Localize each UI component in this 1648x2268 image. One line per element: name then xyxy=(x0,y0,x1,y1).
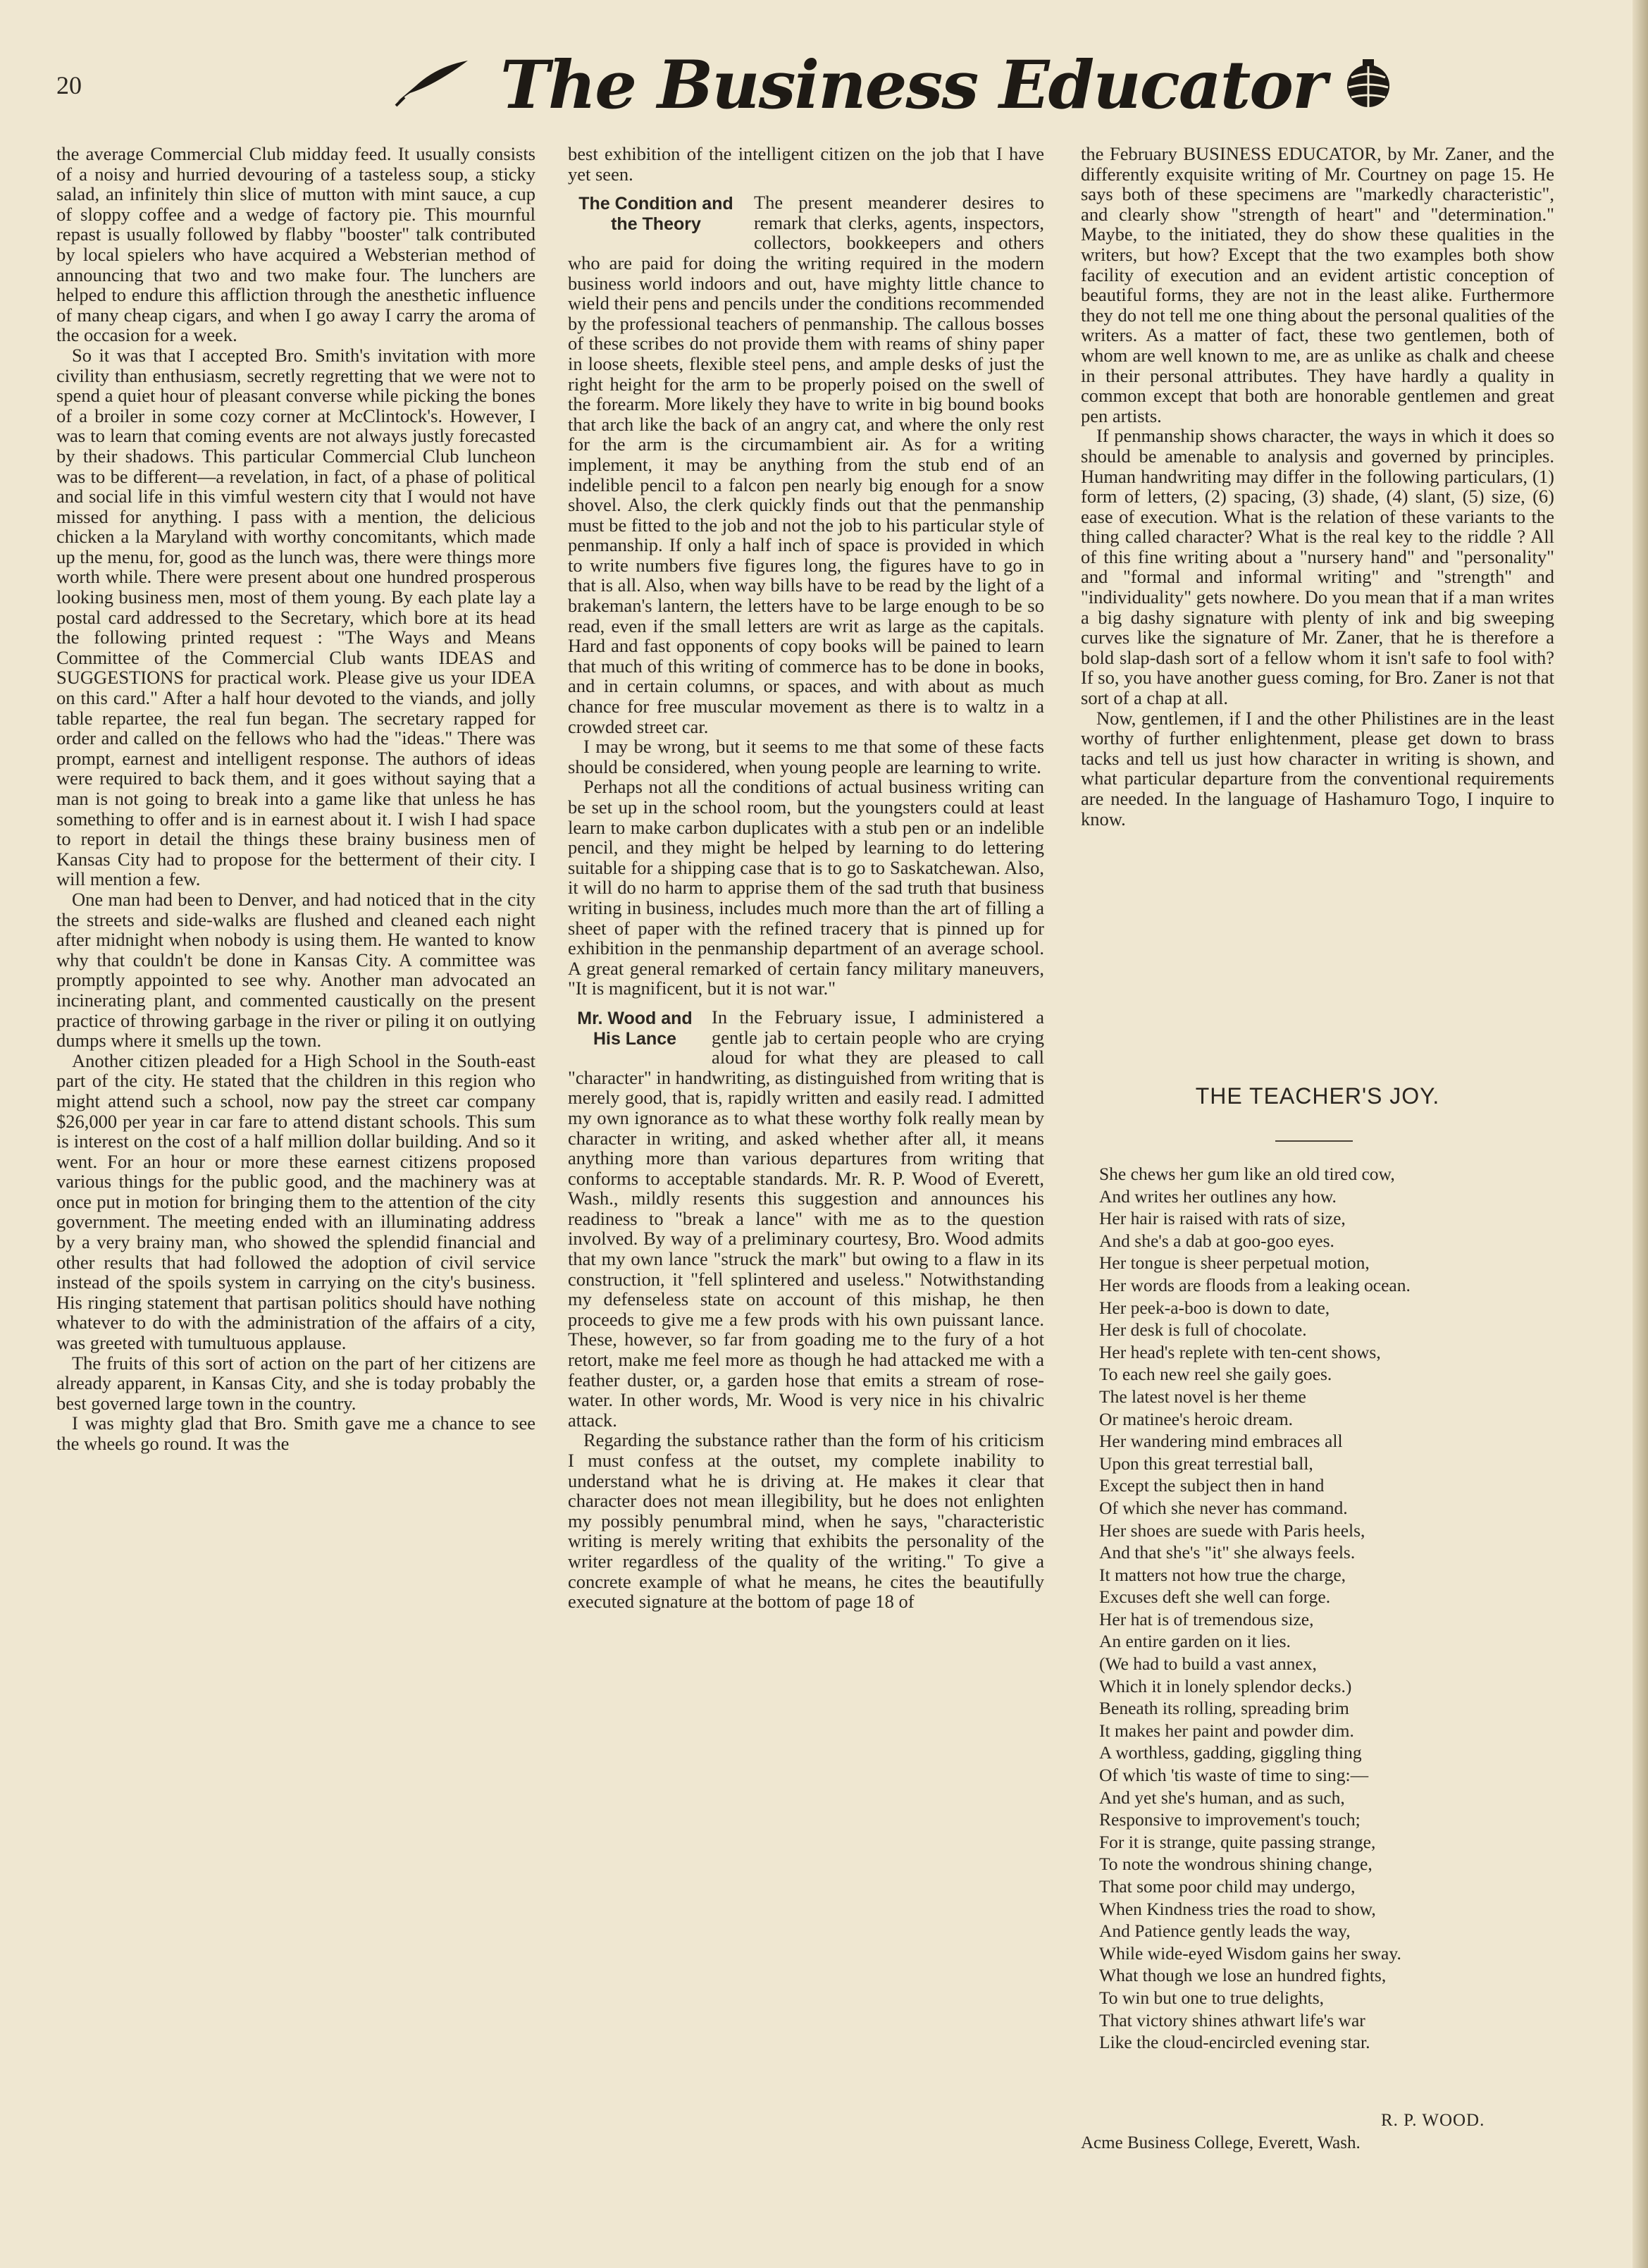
paragraph: In the February issue, I administered a gentle jab to certain people who are crying aloud for what they are pleased to call "character" in handwriting, as distinguished from writing that is merely good, that is, rapidly written and easily read. I admitted my own ignorance as to what these worthy folk really mean by character in writing, and asked whether after all, it means anything more than various departures from writing that conforms to acceptable standards. Mr. R. P. Wood of Everett, Wash., mildly resents this suggestion and announces his readiness to "break a lance" with me as to the question involved. By way of a preliminary courtesy, Bro. Wood admits that my own lance "struck the mark" but owing to a flaw in its construction, it "fell splintered and useless." Notwithstanding my defenseless state on account of this mishap, he then proceeds to give me a few prods with his own puissant lance. These, however, so far from goading me to the fury of a hot retort, make me feel more as though he had attacked me with a feather duster, or, a garden hose that emits a stream of rose-water. In other words, Mr. Wood is very nice in his chivalric attack. xyxy=(568,1006,1044,1431)
poem-line: The latest novel is her theme xyxy=(1099,1386,1306,1407)
poem-line: Responsive to improvement's touch; xyxy=(1099,1809,1361,1830)
poem-line: A worthless, gadding, giggling thing xyxy=(1099,1742,1362,1763)
paragraph: I was mighty glad that Bro. Smith gave me a chance to see the wheels go round. It was the xyxy=(56,1412,535,1454)
poem-line: Her hair is raised with rats of size, xyxy=(1099,1208,1346,1229)
poem-line: Her head's replete with ten-cent shows, xyxy=(1099,1341,1381,1362)
divider xyxy=(1275,1140,1353,1142)
poem-line: (We had to build a vast annex, xyxy=(1099,1653,1317,1675)
page-edge xyxy=(1632,0,1648,2268)
poem-line: It makes her paint and powder dim. xyxy=(1099,1720,1354,1741)
poem-line: Upon this great terrestial ball, xyxy=(1099,1453,1313,1474)
poem-line: An entire garden on it lies. xyxy=(1099,1631,1291,1652)
masthead-title: The Business Educator xyxy=(500,47,1326,124)
poem-line: She chews her gum like an old tired cow, xyxy=(1099,1164,1395,1184)
paragraph: the average Commercial Club midday feed. It usually consists of a noisy and hurried devouring of a tasteless soup, a sticky salad, an infinitely thin slice of mutton with mint sauce, a cup of sloppy coffee and a wedge of factory pie. This mournful repast is usually followed by flabby "booster" talk contributed by local spielers who have acquired a Websterian method of announcing that two and two make four. The lunchers are helped to endure this affliction through the anesthetic influence of many cheap cigars, and when I go away I carry the aroma of the occasion for a week. xyxy=(56,143,535,346)
poem-line: And she's a dab at goo-goo eyes. xyxy=(1099,1230,1334,1251)
side-heading: The Condition and the Theory xyxy=(578,194,733,235)
poem-line: And Patience gently leads the way, xyxy=(1099,1921,1351,1942)
paragraph: One man had been to Denver, and had noticed that in the city the streets and side-walks are flushed and cleaned each night after midnight when nobody is using them. He wanted to know why that couldn't be done in Kansas City. A committee was promptly appointed to see why. Another man advocated an incinerating plant, and commented caustically on the present practice of throwing garbage in the river or piling it on outlying dumps where it smells up the town. xyxy=(56,888,535,1052)
paragraph: If penmanship shows character, the ways in which it does so should be amenable to analysis and governed by principles. Human handwriting may differ in the following particulars, (1) form of letters, (2) spacing, (3) shade, (4) slant, (5) size, (6) ease of execution. What is the relation of these variants to the thing called character? What is the real key to the riddle ? All of this fine writing about a "nursery hand" and "personality" and "formal and informal writing" and "strength" and "individuality" gets nowhere. Do you mean that if a man writes a big dashy signature with plenty of ink and big sweeping curves like the signature of Mr. Zaner, that he is therefore a bold slap-dash sort of a fellow whom it isn't safe to fool with? If so, you have another guess coming, for Bro. Zaner is not that sort of a chap at all. xyxy=(1081,425,1554,709)
poem-line: Her hat is of tremendous size, xyxy=(1099,1608,1314,1629)
column-3 xyxy=(1081,144,1554,829)
poem-line: Her desk is full of chocolate. xyxy=(1099,1319,1307,1341)
paragraph: Another citizen pleaded for a High School in the South-east part of the city. He stated that the children in this region who might attend such a school, now pay the street car company $26,000 per year in car fare to attend distant schools. This sum is interest on the cost of a half million dollar building. And so it went. For an hour or more these earnest citizens proposed various things for the public good, and the machinery was at once put in motion for bringing them to the attention of the city government. The meeting ended with an illuminating address by a very brainy man, who showed the splendid financial and other results that had followed the adoption of civil service instead of the spoils system in carrying on the city's business. His ringing statement that partisan politics should have nothing whatever to do with the administration of the affairs of a city, was greeted with tumultuous applause. xyxy=(56,1049,535,1354)
poem-line: What though we lose an hundred fights, xyxy=(1099,1965,1387,1986)
poem-line: Like the cloud-encircled evening star. xyxy=(1099,2032,1370,2053)
column-1 xyxy=(56,144,535,1454)
poem-line: And that she's "it" she always feels. xyxy=(1099,1542,1356,1563)
column-2 xyxy=(568,144,1044,1612)
quill-pen-icon xyxy=(395,58,472,107)
poem-author: R. P. WOOD. xyxy=(1381,2111,1485,2130)
paragraph: So it was that I accepted Bro. Smith's invitation with more civility than enthusiasm, secretly regretting that we were not to spend a quiet hour of pleasant converse while picking the bones of a broiler in some cozy corner at McClintock's. However, I was to learn that coming events are not always justly forecasted by their shadows. This particular Commercial Club luncheon was to be different—a revelation, in fact, of a phase of political and social life in this vimful western city that I would not have missed for anything. I pass with a mention, the delicious chicken a la Maryland with worthy concomitants, which made up the menu, for, good as the lunch was, there were things more worth while. There were present about one hundred prosperous looking business men, most of them young. By each plate lay a postal card addressed to the Secretary, which bore at its head the following printed request : "The Ways and Means Committee of the Commercial Club wants IDEAS and SUGGESTIONS for practical work. Please give us your IDEA on this card." After a half hour devoted to the viands, and jolly table repartee, the real fun began. The secretary rapped for order and called on the fellows who had the "ideas." There was prompt, earnest and intelligent response. The authors of ideas were required to back them, and it goes without saying that a man is not going to break into a game like that unless he has something to offer and is in earnest about it. I wish I had space to report in detail the things these brainy business men of Kansas City had to propose for the betterment of their city. I will mention a few. xyxy=(56,344,535,890)
paragraph: I may be wrong, but it seems to me that some of these facts should be considered, when young people are learning to write. xyxy=(568,736,1044,777)
paragraph: the February BUSINESS EDUCATOR, by Mr. Zaner, and the differently exquisite writing of Mr. Courtney on page 15. He says both of these specimens are "markedly characteristic", and clearly show "strength of heart" and "determination." Maybe, to the initiated, they do show these qualities in the writers, but how? Except that the two examples both show facility of execution and an evident artistic conception of beautiful forms, they are not in the least alike. Furthermore they do not tell me one thing about the personal qualities of the writers. As a matter of fact, these two gentlemen, both of whom are well known to me, are as unlike as chalk and cheese in their personal attributes. They have hardly a quality in common except that both are honorable gentlemen and great pen artists. xyxy=(1081,143,1554,426)
poem-line: Her peek-a-boo is down to date, xyxy=(1099,1297,1330,1318)
poem-title: THE TEACHER'S JOY. xyxy=(1195,1083,1440,1109)
masthead xyxy=(395,44,1395,124)
paragraph: Perhaps not all the conditions of actual business writing can be set up in the school room, but the youngsters could at least learn to make carbon duplicates with a stub pen or an indelible pencil, and they might be helped by learning to do lettering suitable for a shipping case that is to go to Saskatchewan. Also, it will do no harm to apprise them of the sad truth that business writing in business, includes much more than the art of filling a sheet of paper with the refined tracery that is pinned up for exhibition in the penmanship department of an average school. A great general remarked of certain fancy military maneuvers, "It is magnificent, but it is not war." xyxy=(568,776,1044,999)
poem-line: And yet she's human, and as such, xyxy=(1099,1787,1345,1808)
poem-line: Her words are floods from a leaking ocean. xyxy=(1099,1274,1411,1295)
poem-line: And writes her outlines any how. xyxy=(1099,1185,1337,1207)
poem-line: Which it in lonely splendor decks.) xyxy=(1099,1675,1352,1696)
poem-line: Of which 'tis waste of time to sing:— xyxy=(1099,1765,1369,1786)
globe-emblem-icon xyxy=(1342,56,1395,113)
poem-line: That some poor child may undergo, xyxy=(1099,1876,1356,1897)
poem-line: That victory shines athwart life's war xyxy=(1099,2009,1365,2030)
poem-line: Or matinee's heroic dream. xyxy=(1099,1408,1294,1429)
poem-line: While wide-eyed Wisdom gains her sway. xyxy=(1099,1942,1401,1964)
side-heading: Mr. Wood and His Lance xyxy=(577,1008,693,1049)
page-number: 20 xyxy=(56,71,82,99)
paragraph: Now, gentlemen, if I and the other Philistines are in the least worthy of further enlightenment, please get down to brass tacks and tell us just how character in writing is shown, and what particular departure from the conventional requirements are needed. In the language of Hashamuro Togo, I inquire to know. xyxy=(1081,707,1554,830)
poem-line: Excuses deft she well can forge. xyxy=(1099,1586,1331,1608)
poem-line: To win but one to true delights, xyxy=(1099,1987,1325,2008)
paragraph: The present meanderer desires to remark that clerks, agents, inspectors, collectors, bookkeepers and others who are paid for doing the writing required in the modern business world indoors and out, have mighty little chance to wield their pens and pencils under the conditions recommended by the professional teachers of penmanship. The callous bosses of these scribes do not provide them with reams of shiny paper in loose sheets, flexible steel pens, and ample desks of just the right height for the arm to be properly poised on the swell of the forearm. More likely they have to write in big bound books that arch like the back of an angry cat, and where the only rest for the arm is the circumambient air. As for a writing implement, it may be anything from the stub end of an indelible pencil to a falcon pen nearly big enough for a snow shovel. Also, the clerk quickly finds out that the penmanship must be fitted to the job and not the job to his particular style of penmanship. If only a half inch of space is provided in which to write numbers five figures long, the figures have to go in that is all. Also, when way bills have to be read by the light of a brakeman's lantern, the letters have to be large enough to be so read, even if the small letters are writ as large as the capitals. Hard and fast opponents of copy books will be pained to learn that much of this writing of commerce has to be done in books, and in certain columns, or spaces, and with about as much chance for free muscular movement as there is to waltz in a crowded street car. xyxy=(568,192,1044,737)
poem-line: For it is strange, quite passing strange, xyxy=(1099,1831,1376,1852)
paragraph: best exhibition of the intelligent citizen on the job that I have yet seen. xyxy=(568,143,1044,185)
poem-line: Her wandering mind embraces all xyxy=(1099,1431,1343,1452)
poem-line: To each new reel she gaily goes. xyxy=(1099,1364,1332,1385)
paragraph: Regarding the substance rather than the form of his criticism I must confess at the outset, my complete inability to understand what he is driving at. He makes it clear that character does not mean illegibility, but he does not enlighten my possibly penumbral mind, when he says, "characteristic writing is merely writing that exhibits the personality of the writer regardless of the quality of the writing." To give a concrete example of what he means, he cites the beautifully executed signature at the bottom of page 18 of xyxy=(568,1429,1044,1613)
poem-line: Beneath its rolling, spreading brim xyxy=(1099,1698,1349,1719)
poem-line: Except the subject then in hand xyxy=(1099,1475,1325,1496)
poem-line: It matters not how true the charge, xyxy=(1099,1564,1346,1585)
poem-line: To note the wondrous shining change, xyxy=(1099,1854,1373,1875)
poem xyxy=(1099,1163,1550,2054)
poem-author-school: Acme Business College, Everett, Wash. xyxy=(1081,2133,1361,2152)
poem-line: Her tongue is sheer perpetual motion, xyxy=(1099,1252,1370,1274)
poem-line: Her shoes are suede with Paris heels, xyxy=(1099,1520,1365,1541)
poem-line: When Kindness tries the road to show, xyxy=(1099,1898,1376,1919)
poem-line: Of which she never has command. xyxy=(1099,1497,1348,1518)
paragraph: The fruits of this sort of action on the part of her citizens are already apparent, in Kansas City, and she is today probably the best governed large town in the country. xyxy=(56,1352,535,1414)
